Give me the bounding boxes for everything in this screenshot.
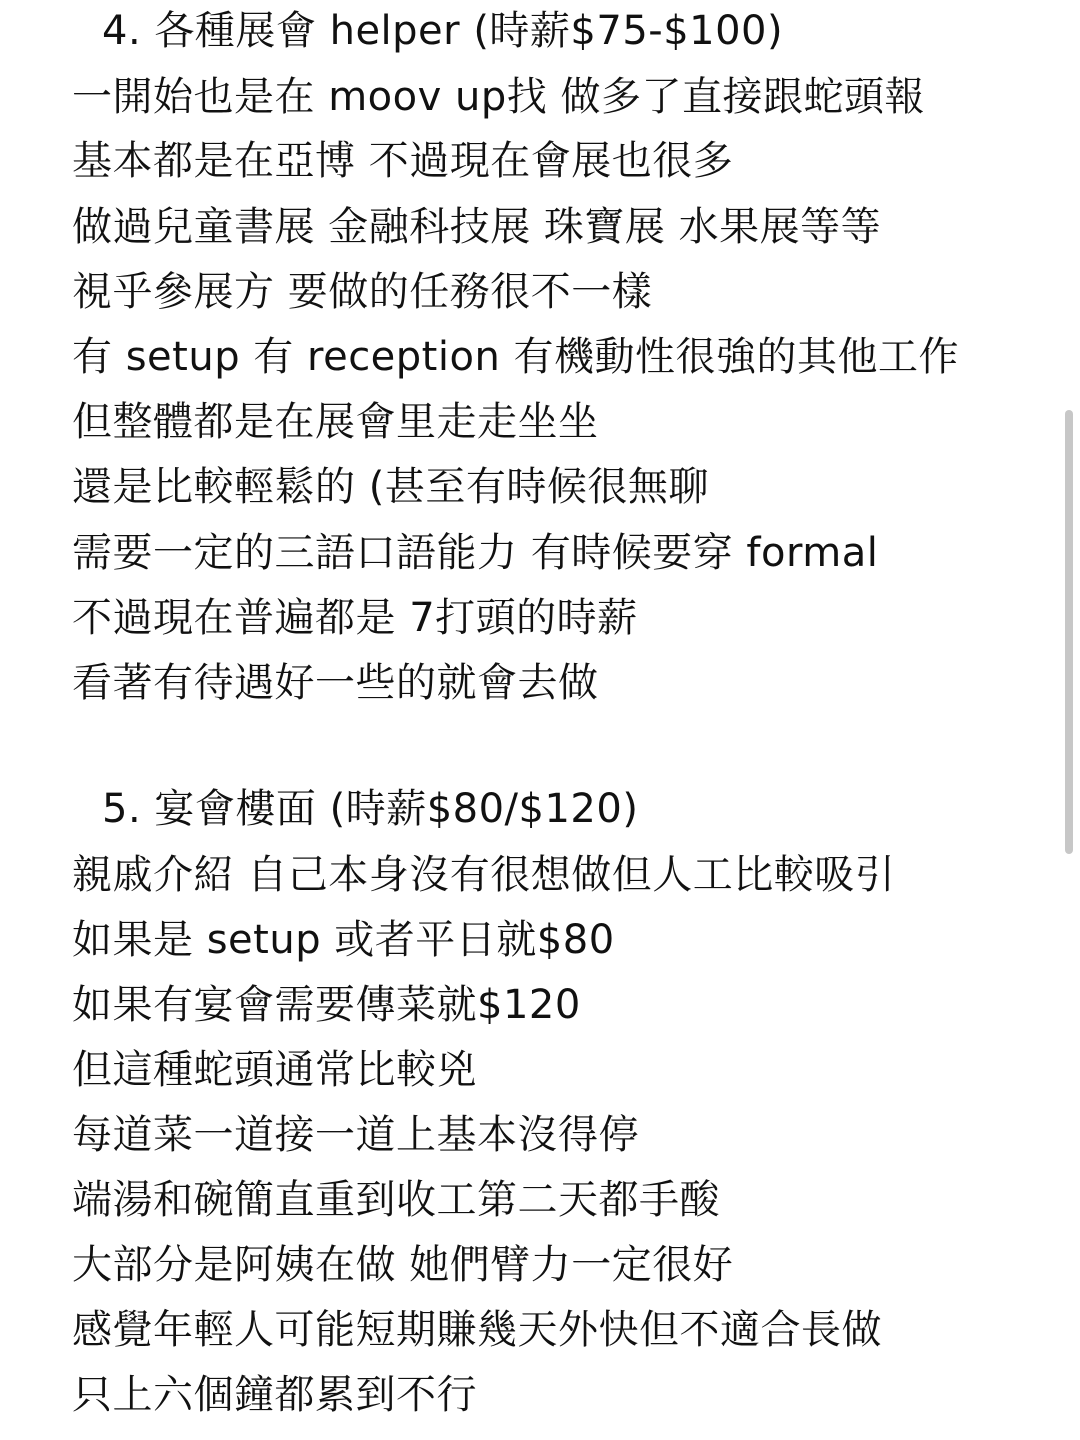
text-line: 只上六個鐘都累到不行 xyxy=(72,1372,477,1418)
text-line: 大部分是阿姨在做 她們臂力一定很好 xyxy=(72,1242,734,1288)
text-line: 一開始也是在 moov up找 做多了直接跟蛇頭報 xyxy=(72,74,925,120)
text-line: 但這種蛇頭通常比較兇 xyxy=(72,1047,477,1093)
text-line: 基本都是在亞博 不過現在會展也很多 xyxy=(72,138,734,184)
vertical-scrollbar[interactable] xyxy=(1065,410,1073,854)
text-line: 還是比較輕鬆的 (甚至有時候很無聊 xyxy=(72,464,709,510)
text-line: 親戚介紹 自己本身沒有很想做但人工比較吸引 xyxy=(72,852,896,898)
text-line: 看著有待遇好一些的就會去做 xyxy=(72,660,599,706)
text-line: 做過兒童書展 金融科技展 珠寶展 水果展等等 xyxy=(72,204,882,250)
text-line: 端湯和碗簡直重到收工第二天都手酸 xyxy=(72,1177,720,1223)
text-line: 如果有宴會需要傳菜就$120 xyxy=(72,982,581,1028)
section-heading: 5. 宴會樓面 (時薪$80/$120) xyxy=(102,786,639,832)
text-line: 每道菜一道接一道上基本沒得停 xyxy=(72,1112,639,1158)
text-line: 有 setup 有 reception 有機動性很強的其他工作 xyxy=(72,334,960,380)
text-line: 不過現在普遍都是 7打頭的時薪 xyxy=(72,595,638,641)
text-line: 如果是 setup 或者平日就$80 xyxy=(72,917,615,963)
text-line: 感覺年輕人可能短期賺幾天外快但不適合長做 xyxy=(72,1307,882,1353)
text-line: 需要一定的三語口語能力 有時候要穿 formal xyxy=(72,530,879,576)
text-line: 但整體都是在展會里走走坐坐 xyxy=(72,399,599,445)
section-heading: 4. 各種展會 helper (時薪$75-$100) xyxy=(102,8,784,54)
text-line: 視乎參展方 要做的任務很不一樣 xyxy=(72,269,653,315)
